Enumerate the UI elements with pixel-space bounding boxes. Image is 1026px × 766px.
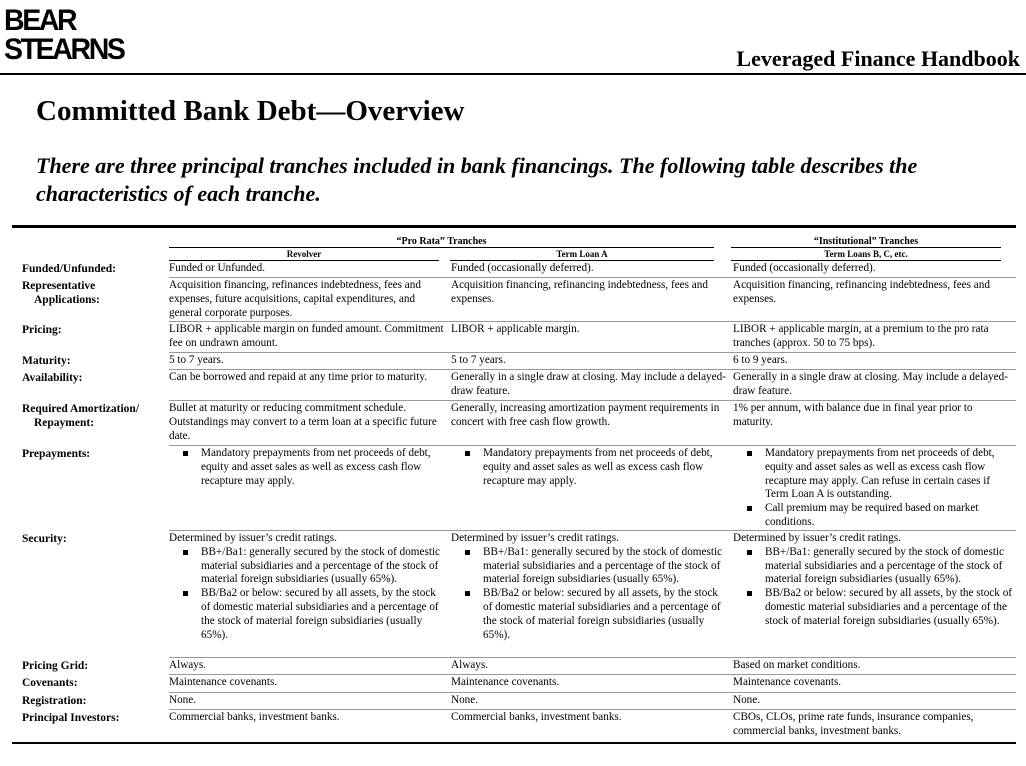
table-row — [14, 693, 1016, 710]
cell-revolver: LIBOR + applicable margin on funded amount. Commitment fee on undrawn amount. — [169, 323, 444, 349]
bullet-item: Mandatory prepayments from net proceeds of debt, equity and asset sales as well as excess cash flow recapture may apply. — [169, 447, 447, 488]
cell-term-loan-a: Commercial banks, investment banks. — [451, 711, 622, 723]
cell-revolver: None. — [169, 694, 197, 706]
bullet-item: BB+/Ba1: generally secured by the stock of domestic material subsidiaries and a percentage of the stock of material foreign subsidiaries (usually 65%). — [451, 546, 729, 587]
cell-term-loans-bc: Acquisition financing, refinancing indebtedness, fees and expenses. — [733, 279, 990, 305]
row-label: Funded/Unfunded: — [22, 263, 116, 275]
cell-term-loan-a: None. — [451, 694, 479, 706]
cell-term-loan-a: Always. — [451, 659, 488, 671]
bullet-item: BB+/Ba1: generally secured by the stock of domestic material subsidiaries and a percentage of the stock of material foreign subsidiaries (usually 65%). — [733, 546, 1012, 587]
security-intro: Determined by issuer’s credit ratings. — [733, 532, 901, 544]
cell-revolver: Commercial banks, investment banks. — [169, 711, 340, 723]
row-label — [14, 278, 169, 322]
table-top-rule — [12, 225, 1016, 228]
group-rule-pro-rata — [169, 247, 714, 248]
bullet-item: BB/Ba2 or below: secured by all assets, by the stock of domestic material subsidiaries and a percentage of the stock of material foreign subsidiaries (usually 65%). — [451, 587, 729, 642]
group-header-pro-rata: “Pro Rata” Tranches — [396, 236, 487, 247]
row-label: Security: — [22, 533, 67, 545]
bear-stearns-logo — [4, 6, 124, 64]
cell-term-loans-bc: 6 to 9 years. — [733, 354, 788, 366]
bullet-item: BB/Ba2 or below: secured by all assets, by the stock of domestic material subsidiaries and a percentage of the stock of material foreign subsidiaries (usually 65%). — [169, 587, 447, 642]
row-label: Principal Investors: — [22, 712, 120, 724]
cell-term-loans-bc: CBOs, CLOs, prime rate funds, insurance companies, commercial banks, investment banks. — [733, 711, 974, 737]
cell-term-loan-a: Funded (occasionally deferred). — [451, 262, 594, 274]
row-label: Pricing Grid: — [22, 660, 89, 672]
row-label — [14, 401, 169, 446]
table-row — [14, 710, 1016, 740]
cell-term-loan-a: Maintenance covenants. — [451, 676, 560, 688]
cell-revolver: Can be borrowed and repaid at any time prior to maturity. — [169, 371, 428, 383]
cell-term-loan-a: Generally, increasing amortization payment requirements in concert with free cash flow growth. — [451, 402, 720, 428]
row-label: Maturity: — [22, 355, 71, 367]
cell-revolver: 5 to 7 years. — [169, 354, 224, 366]
cell-term-loans-bc: 1% per annum, with balance due in final year prior to maturity. — [733, 402, 973, 428]
bullet-item: BB/Ba2 or below: secured by all assets, by the stock of domestic material subsidiaries and a percentage of the stock of material foreign subsidiaries (usually 65%). — [733, 587, 1012, 628]
table-row — [14, 658, 1016, 675]
cell-term-loans-bc — [733, 446, 1016, 531]
handbook-title: Leveraged Finance Handbook — [736, 46, 1020, 71]
security-intro: Determined by issuer’s credit ratings. — [451, 532, 619, 544]
logo-line-1: BEAR — [4, 4, 76, 37]
bullet-item: BB+/Ba1: generally secured by the stock of domestic material subsidiaries and a percentage of the stock of material foreign subsidiaries (usually 65%). — [169, 546, 447, 587]
bullet-item: Mandatory prepayments from net proceeds of debt, equity and asset sales as well as excess cash flow recapture may apply. Can refuse in certain cases if Term Loan A is outstanding. — [733, 447, 1012, 502]
logo-line-2: STEARNS — [4, 33, 124, 66]
security-intro: Determined by issuer’s credit ratings. — [169, 532, 337, 544]
table-row — [14, 353, 1016, 370]
header-divider — [0, 73, 1026, 75]
cell-term-loans-bc: Maintenance covenants. — [733, 676, 842, 688]
row-label: Covenants: — [22, 677, 78, 689]
table-row — [14, 370, 1016, 401]
cell-term-loans-bc: Generally in a single draw at closing. May include a delayed-draw feature. — [733, 371, 1008, 397]
cell-term-loan-a: 5 to 7 years. — [451, 354, 506, 366]
cell-term-loan-a — [451, 446, 733, 531]
row-label: Pricing: — [22, 324, 62, 336]
cell-revolver: Maintenance covenants. — [169, 676, 278, 688]
cell-revolver: Acquisition financing, refinances indebtedness, fees and expenses, future acquisitions, capital expenditures, and general corporate purposes. — [169, 279, 421, 319]
tranche-table — [14, 261, 1016, 740]
table-row — [14, 531, 1016, 658]
subtitle: There are three principal tranches included in bank financings. The following table describes the characteristics of each tranche. — [36, 153, 918, 206]
cell-term-loan-a: Generally in a single draw at closing. May include a delayed-draw feature. — [451, 371, 726, 397]
bullet-item: Call premium may be required based on market conditions. — [733, 502, 1012, 530]
table-row — [14, 261, 1016, 278]
group-rule-institutional — [731, 247, 1001, 248]
row-label-line-2: Applications: — [34, 293, 100, 306]
cell-revolver — [169, 531, 451, 658]
group-header-institutional: “Institutional” Tranches — [813, 236, 919, 247]
cell-term-loans-bc — [733, 531, 1016, 658]
row-label: Availability: — [22, 372, 83, 384]
table-row — [14, 322, 1016, 353]
cell-term-loans-bc: Based on market conditions. — [733, 659, 861, 671]
table-bottom-rule — [12, 742, 1016, 744]
column-header-term-loan-a: Term Loan A — [556, 249, 608, 259]
row-label: Prepayments: — [22, 448, 91, 460]
row-label-line-1: Representative — [22, 280, 96, 292]
cell-term-loan-a: Acquisition financing, refinancing indebtedness, fees and expenses. — [451, 279, 708, 305]
column-header-revolver: Revolver — [286, 249, 322, 259]
cell-term-loans-bc: LIBOR + applicable margin, at a premium to the pro rata tranches (approx. 50 to 75 bps). — [733, 323, 989, 349]
row-label-line-2: Repayment: — [34, 416, 95, 429]
row-label-line-1: Required Amortization/ — [22, 403, 140, 415]
cell-revolver: Always. — [169, 659, 206, 671]
cell-term-loans-bc: None. — [733, 694, 761, 706]
table-row — [14, 446, 1016, 531]
row-label: Registration: — [22, 695, 87, 707]
cell-term-loan-a — [451, 531, 733, 658]
table-row — [14, 401, 1016, 446]
cell-revolver — [169, 446, 451, 531]
page-title: Committed Bank Debt—Overview — [36, 95, 465, 127]
cell-revolver: Funded or Unfunded. — [169, 262, 266, 274]
cell-term-loan-a: LIBOR + applicable margin. — [451, 323, 580, 335]
cell-revolver: Bullet at maturity or reducing commitment schedule. Outstandings may convert to a term loan at a specific future date. — [169, 402, 437, 442]
bullet-item: Mandatory prepayments from net proceeds of debt, equity and asset sales as well as excess cash flow recapture may apply. — [451, 447, 729, 488]
column-header-term-loans-bc: Term Loans B, C, etc. — [824, 249, 908, 259]
table-row — [14, 675, 1016, 693]
cell-term-loans-bc: Funded (occasionally deferred). — [733, 262, 876, 274]
table-row — [14, 278, 1016, 322]
